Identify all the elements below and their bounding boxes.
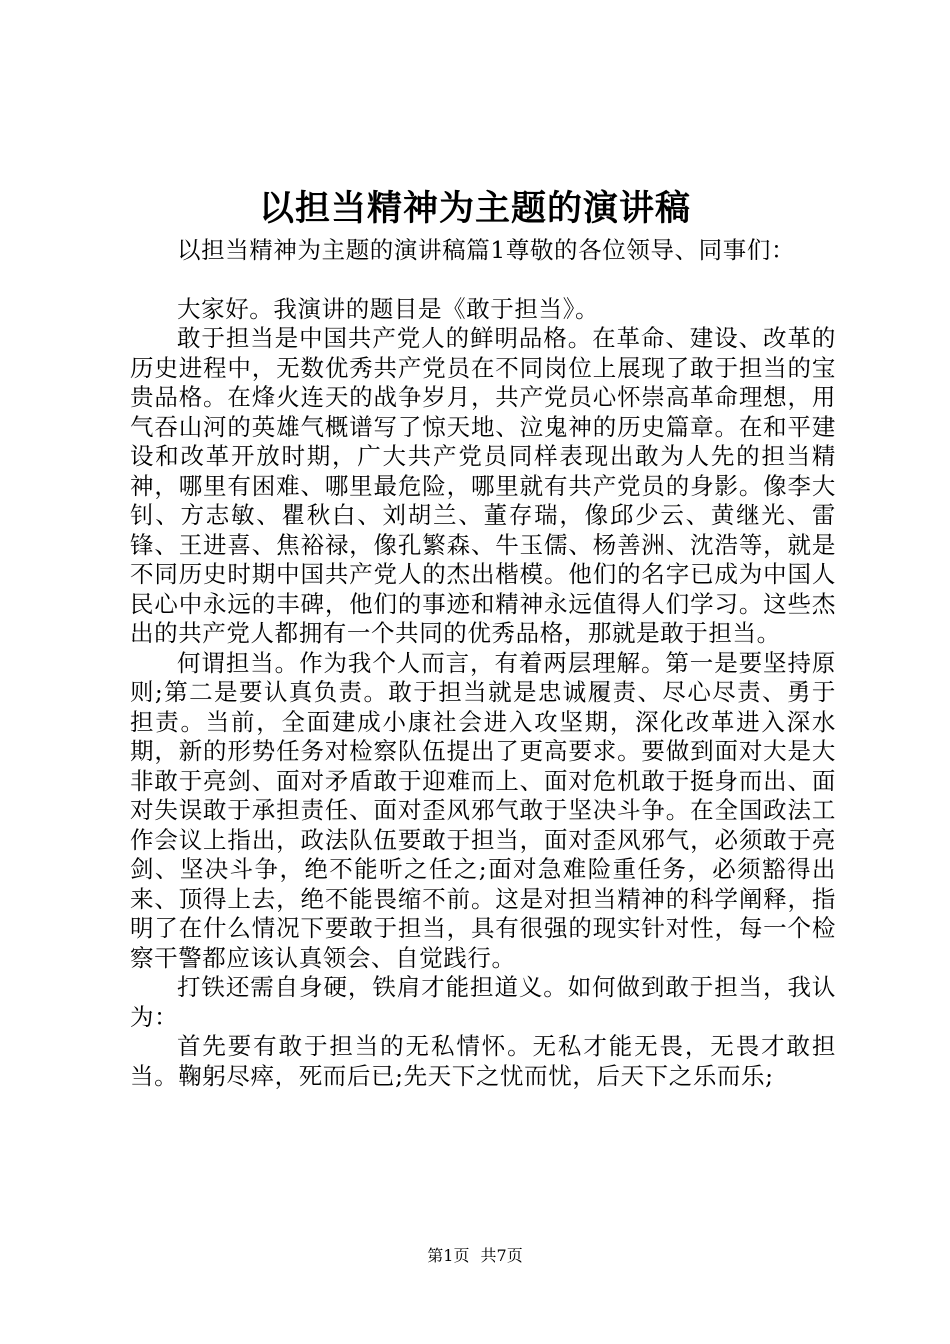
paragraph-first: 首先要有敢于担当的无私情怀。无私才能无畏，无畏才敢担当。鞠躬尽瘁，死而后已;先天下之忧而忧，后天下之乐而乐;	[130, 1032, 836, 1090]
page-footer	[0, 1246, 950, 1266]
paragraph-meaning: 何谓担当。作为我个人而言，有着两层理解。第一是要坚持原则;第二是要认真负责。敢于担当就是忠诚履责、尽心尽责、勇于担责。当前，全面建成小康社会进入攻坚期，深化改革进入深水期，新的形势任务对检察队伍提出了更高要求。要做到面对大是大非敢于亮剑、面对矛盾敢于迎难而上、面对危机敢于挺身而出、面对失误敢于承担责任、面对歪风邪气敢于坚决斗争。在全国政法工作会议上指出，政法队伍要敢于担当，面对歪风邪气，必须敢于亮剑、坚决斗争，绝不能听之任之;面对急难险重任务，必须豁得出来、顶得上去，绝不能畏缩不前。这是对担当精神的科学阐释，指明了在什么情况下要敢于担当，具有很强的现实针对性，每一个检察干警都应该认真领会、自觉践行。	[130, 648, 836, 972]
paragraph-how: 打铁还需自身硬，铁肩才能担道义。如何做到敢于担当，我认为：	[130, 973, 836, 1031]
document-body	[130, 236, 836, 1091]
page-number: 第1页	[427, 1246, 470, 1265]
paragraph-intro: 以担当精神为主题的演讲稿篇1尊敬的各位领导、同事们：	[177, 236, 796, 264]
paragraph-courage: 敢于担当是中国共产党人的鲜明品格。在革命、建设、改革的历史进程中，无数优秀共产党员在不同岗位上展现了敢于担当的宝贵品格。在烽火连天的战争岁月，共产党员心怀崇高革命理想，用气吞山河的英雄气概谱写了惊天地、泣鬼神的历史篇章。在和平建设和改革开放时期，广大共产党员同样表现出敢为人先的担当精神，哪里有困难、哪里最危险，哪里就有共产党员的身影。像李大钊、方志敏、瞿秋白、刘胡兰、董存瑞，像邱少云、黄继光、雷锋、王进喜、焦裕禄，像孔繁森、牛玉儒、杨善洲、沈浩等，就是不同历史时期中国共产党人的杰出楷模。他们的名字已成为中国人民心中永远的丰碑，他们的事迹和精神永远值得人们学习。这些杰出的共产党人都拥有一个共同的优秀品格，那就是敢于担当。	[130, 324, 836, 647]
paragraph-greeting: 大家好。我演讲的题目是《敢于担当》。	[177, 294, 600, 323]
page-total: 共7页	[480, 1246, 523, 1265]
document-title: 以担当精神为主题的演讲稿	[258, 188, 691, 229]
